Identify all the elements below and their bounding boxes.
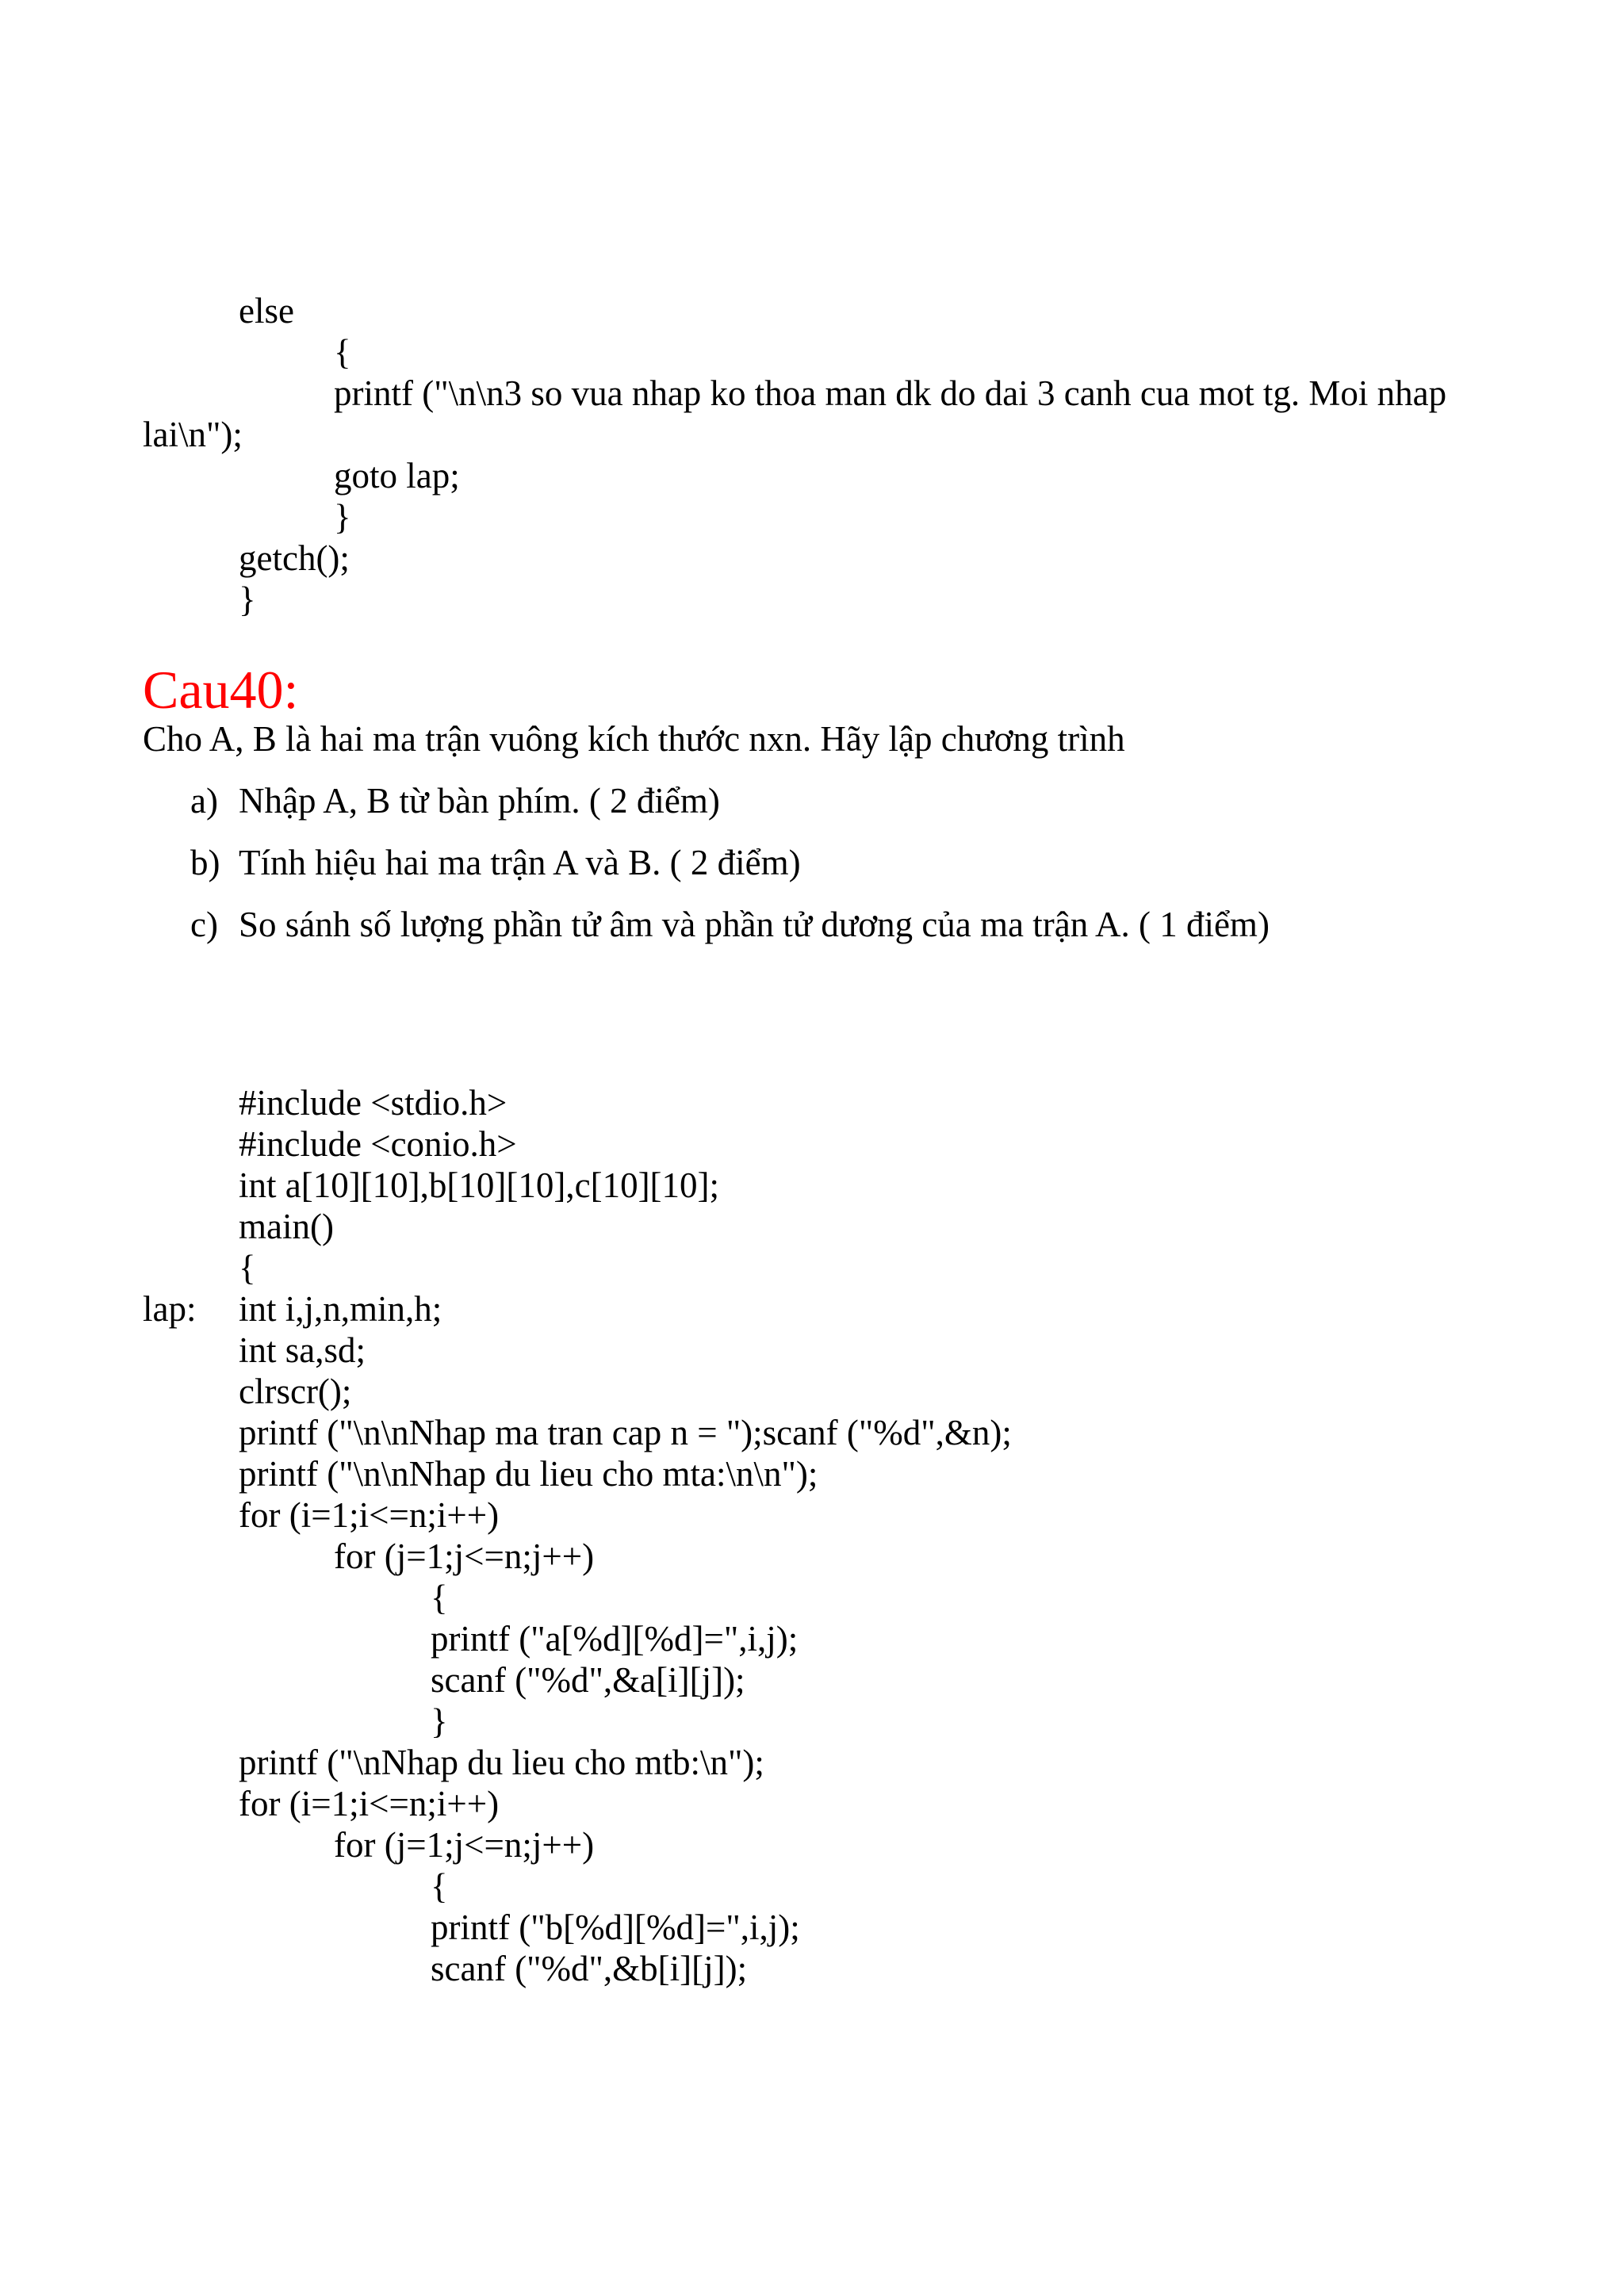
code-line-array-decl: int a[10][10],b[10][10],c[10][10]; — [239, 1165, 720, 1205]
code-line-int-vars: int i,j,n,min,h; — [239, 1289, 442, 1329]
code-line-end-brace: } — [239, 580, 256, 619]
code-line-close-brace-a: } — [431, 1701, 448, 1741]
list-marker-c: c) — [190, 905, 218, 944]
code-line-main-open-brace: { — [239, 1248, 256, 1288]
list-item-c: So sánh số lượng phần tử âm và phần tử dương của ma trận A. ( 1 điểm) — [239, 905, 1270, 944]
code-line-for-j-b: for (j=1;j<=n;j++) — [334, 1825, 595, 1865]
code-line-open-brace-a: { — [431, 1578, 448, 1617]
code-line-for-i-a: for (i=1;i<=n;i++) — [239, 1495, 500, 1535]
code-line-printf-n: printf ("\n\nNhap ma tran cap n = ");scanf ("%d",&n); — [239, 1413, 1012, 1452]
code-line-scanf-a-elem: scanf ("%d",&a[i][j]); — [431, 1660, 745, 1700]
code-line-printf-mta: printf ("\n\nNhap du lieu cho mta:\n\n"); — [239, 1454, 818, 1494]
list-item-a: Nhập A, B từ bàn phím. ( 2 điểm) — [239, 781, 720, 821]
code-line-open-brace: { — [334, 332, 351, 372]
list-marker-b: b) — [190, 843, 220, 882]
code-line-printf-continuation: lai\n"); — [143, 415, 243, 454]
code-line-for-j-a: for (j=1;j<=n;j++) — [334, 1536, 595, 1576]
list-item-b: Tính hiệu hai ma trận A và B. ( 2 điểm) — [239, 843, 801, 882]
code-line-printf-error: printf ("\n\n3 so vua nhap ko thoa man dk do dai 3 canh cua mot tg. Moi nhap — [334, 373, 1447, 413]
question-heading: Cau40: — [143, 660, 299, 720]
list-marker-a: a) — [190, 781, 218, 821]
code-line-getch: getch(); — [239, 538, 350, 578]
code-line-scanf-b-elem: scanf ("%d",&b[i][j]); — [431, 1949, 748, 1988]
code-line-printf-b-elem: printf ("b[%d][%d]=",i,j); — [431, 1908, 800, 1947]
code-label-lap: lap: — [143, 1289, 197, 1329]
code-line-include-conio: #include <conio.h> — [239, 1124, 517, 1164]
code-line-int-sa-sd: int sa,sd; — [239, 1330, 366, 1370]
code-line-printf-mtb: printf ("\nNhap du lieu cho mtb:\n"); — [239, 1743, 764, 1782]
code-line-close-brace: } — [334, 497, 351, 537]
code-line-else: else — [239, 291, 294, 331]
code-line-printf-a-elem: printf ("a[%d][%d]=",i,j); — [431, 1619, 799, 1659]
code-line-goto: goto lap; — [334, 456, 460, 496]
code-line-open-brace-b: { — [431, 1866, 448, 1906]
code-line-clrscr: clrscr(); — [239, 1372, 352, 1411]
code-line-for-i-b: for (i=1;i<=n;i++) — [239, 1784, 500, 1823]
question-intro: Cho A, B là hai ma trận vuông kích thước nxn. Hãy lập chương trình — [143, 719, 1125, 759]
code-line-include-stdio: #include <stdio.h> — [239, 1083, 508, 1123]
code-line-main: main() — [239, 1207, 334, 1246]
